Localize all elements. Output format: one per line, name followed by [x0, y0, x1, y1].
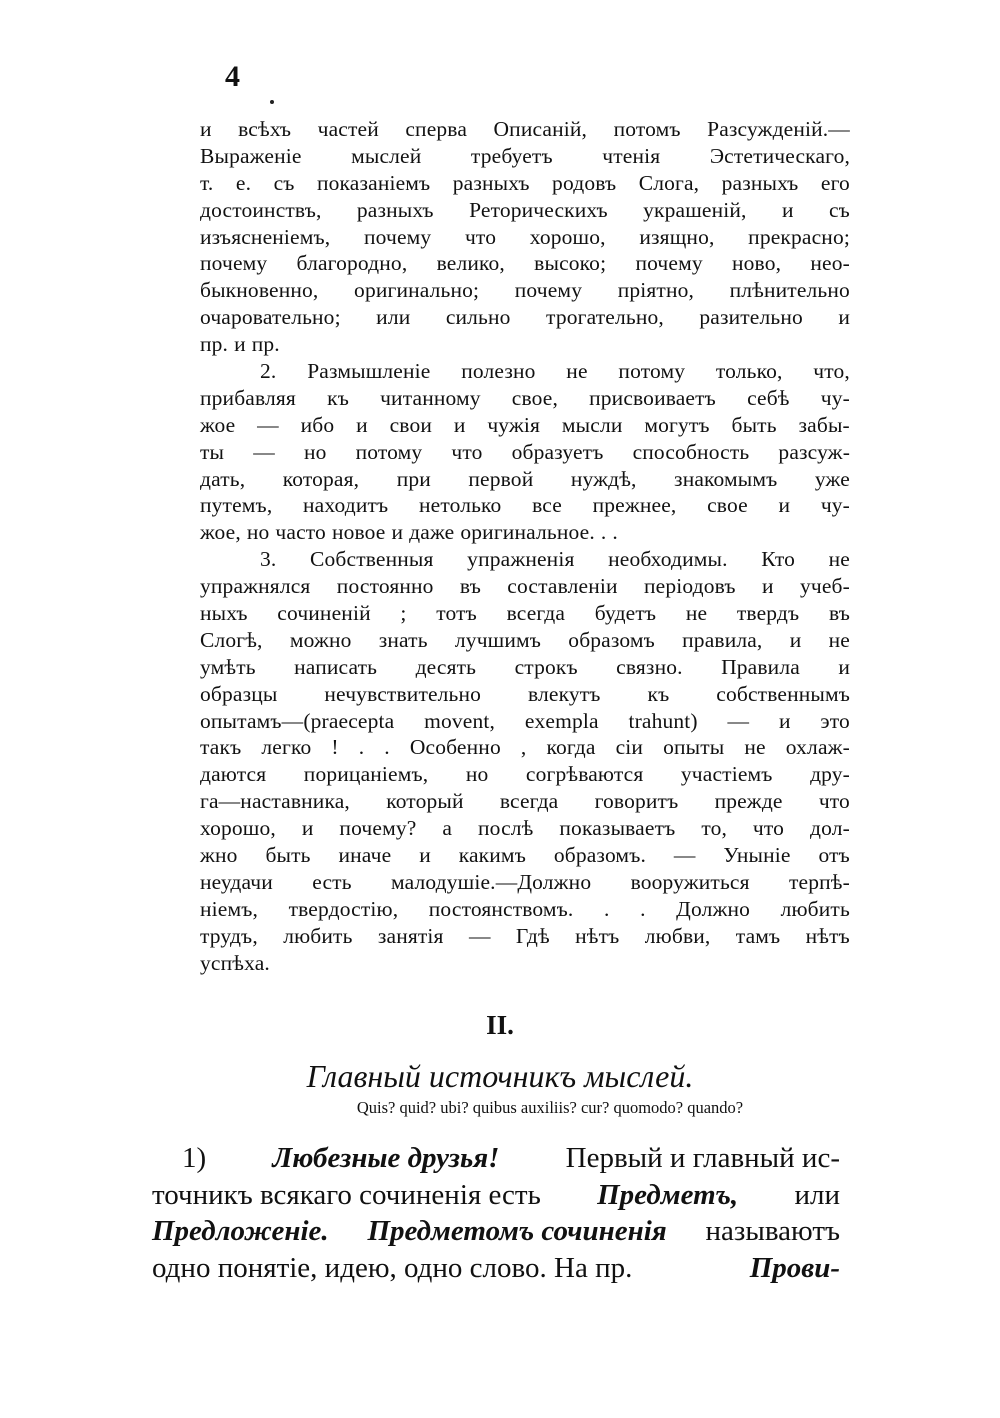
word: достоинствъ, [200, 197, 322, 222]
word: любить [283, 923, 353, 948]
word: такъ [200, 735, 242, 760]
word: — [727, 708, 750, 733]
word: строкъ [514, 654, 578, 679]
word: . [384, 735, 390, 760]
word: постоянно [336, 574, 434, 599]
word: успѣха. [200, 950, 270, 975]
word: лучшимъ [454, 627, 542, 652]
text-line [200, 869, 850, 896]
word: вооружиться [630, 869, 750, 894]
word: дол- [809, 816, 850, 841]
word: малодушіе.—Должно [391, 869, 592, 894]
word: . [358, 735, 365, 760]
section-number: II. [486, 1010, 514, 1040]
word: хорошо, [529, 224, 606, 249]
text-line [200, 546, 850, 573]
word: почему [514, 278, 583, 303]
word: разныхъ [721, 170, 799, 195]
word: какимъ [458, 843, 526, 868]
word: изъясненіемъ, [200, 224, 331, 249]
text-line [200, 815, 850, 842]
word: — [673, 843, 696, 868]
word: полезно [461, 359, 536, 384]
word: ніемъ, [200, 896, 259, 921]
word: знать [378, 627, 428, 652]
word: знакомымъ [674, 466, 778, 491]
text-segment: называютъ [705, 1215, 840, 1247]
word: ; [400, 601, 407, 626]
word: умѣть [200, 654, 256, 679]
word: которая, [282, 466, 360, 491]
print-speck [270, 100, 274, 104]
word: отъ [818, 843, 850, 868]
word: жно [200, 843, 238, 868]
word: влекутъ [527, 681, 601, 706]
word: и [778, 493, 791, 518]
word: свои [389, 412, 433, 437]
word: въ [459, 574, 481, 599]
word: порицаніемъ, [303, 762, 429, 787]
text-line [152, 1140, 840, 1177]
word: movent, [424, 708, 496, 733]
section-opening-text [152, 1140, 840, 1286]
word: быть [265, 843, 311, 868]
word: образомъ. [553, 843, 646, 868]
word: частей [317, 117, 379, 141]
word: сильно [445, 305, 511, 330]
word: Кто [761, 547, 796, 572]
text-segment: Прови- [749, 1251, 840, 1284]
word: Слога, [638, 170, 700, 195]
paragraph-2 [200, 358, 850, 546]
word: жое, [200, 520, 241, 545]
word: говоритъ [594, 789, 679, 814]
word: и [762, 574, 774, 599]
word: только, [715, 359, 783, 384]
word: десять [415, 654, 477, 679]
word: твердъ [736, 601, 800, 626]
page-number: 4 [225, 60, 240, 93]
word: находитъ [303, 493, 389, 518]
word: образцы [200, 681, 278, 706]
text-line [200, 304, 850, 331]
word: правила, [682, 627, 763, 652]
text-segment: одно понятіе, идею, одно слово. На пр. [152, 1251, 633, 1284]
paragraph-3 [200, 546, 850, 976]
word: и [200, 117, 212, 141]
word: присвоиваетъ [589, 385, 716, 410]
word: занятія [377, 923, 444, 948]
word: есть [312, 869, 352, 894]
word: упражненія [467, 547, 575, 572]
word: но [246, 520, 270, 545]
word: ново, [731, 251, 782, 276]
word: всегда [506, 601, 566, 626]
word: терпѣ- [789, 869, 850, 894]
word: забы- [798, 412, 850, 437]
word: не [685, 601, 708, 626]
word: при [396, 466, 431, 491]
text-segment: Предметомъ сочиненія [367, 1215, 667, 1247]
word: сочиненій [277, 601, 371, 626]
text-line [200, 950, 850, 977]
body-text [200, 116, 850, 977]
word: не [744, 735, 766, 760]
word: нечувствительно [324, 681, 482, 706]
word: Гдѣ [515, 923, 550, 948]
word: мысли [561, 412, 623, 437]
word: ! [331, 735, 339, 760]
text-segment: точникъ всякаго сочиненія есть [152, 1178, 541, 1211]
text-line [200, 197, 850, 224]
text-line [200, 250, 850, 277]
word: прибавляя [200, 385, 296, 410]
word: твердостію, [288, 896, 399, 921]
word: Правила [721, 654, 800, 679]
word: велико, [436, 251, 505, 276]
text-line [200, 170, 850, 197]
word: составленіи [507, 574, 618, 599]
word: всѣхъ [238, 117, 292, 141]
word: нетолько [418, 493, 502, 518]
word: почему? [339, 816, 417, 841]
word: и [391, 520, 404, 545]
epigraph: Quis? quid? ubi? quibus auxiliis? cur? quomodo? quando? [356, 1098, 744, 1117]
word: трогательно, [546, 305, 664, 330]
word: чтенія [602, 143, 661, 168]
word: путемъ, [200, 493, 273, 518]
text-line [200, 492, 850, 519]
word: хорошо, [200, 816, 276, 841]
word: га—наставника, [200, 789, 350, 814]
word: — [468, 923, 491, 948]
word: 3. [260, 547, 277, 572]
word: или [376, 305, 411, 330]
word: Должно [676, 896, 751, 921]
word: и [419, 843, 431, 868]
word: способность [632, 439, 750, 464]
word: украшеній, [643, 197, 747, 222]
word: нѣтъ [805, 923, 850, 948]
word: пр. [200, 332, 229, 357]
word: послѣ [477, 816, 534, 841]
word: прекрасно; [748, 224, 850, 249]
text-line [152, 1250, 840, 1287]
word: съ [828, 197, 850, 222]
text-line [200, 788, 850, 815]
word: написать [294, 654, 378, 679]
text-line [200, 519, 850, 546]
text-line [200, 358, 850, 385]
word: , [520, 735, 527, 760]
word: и [453, 412, 466, 437]
word: высоко; [534, 251, 607, 276]
word: собственнымъ [716, 681, 850, 706]
word: плѣнительно [729, 278, 850, 303]
word: нуждѣ, [570, 466, 637, 491]
word: дать, [200, 466, 246, 491]
word: Особенно [409, 735, 501, 760]
word: трудъ, [200, 923, 258, 948]
word: Размышленіе [307, 359, 431, 384]
text-segment: Первый и главный ис- [565, 1142, 840, 1174]
word: но [465, 762, 489, 787]
text-line [200, 224, 850, 251]
word: въ [828, 601, 850, 626]
word: требуетъ [470, 143, 553, 168]
word: что [451, 439, 483, 464]
paragraph-1 [200, 116, 850, 358]
word: . [640, 896, 646, 921]
text-line [200, 627, 850, 654]
word: упражнялся [200, 574, 311, 599]
word: это [820, 708, 850, 733]
word: читанному [380, 385, 481, 410]
word: даже [409, 520, 455, 545]
text-line [200, 708, 850, 735]
word: и [778, 708, 791, 733]
word: Выраженіе [200, 143, 302, 168]
word: разсуж- [778, 439, 850, 464]
word: всегда [499, 789, 559, 814]
word: чу- [820, 493, 850, 518]
word: чужія [487, 412, 541, 437]
text-line [200, 842, 850, 869]
word: т. [200, 170, 214, 195]
word: разныхъ [356, 197, 434, 222]
word: учеб- [799, 574, 850, 599]
word: что [752, 816, 785, 841]
word: связно. [616, 654, 683, 679]
word: . [612, 520, 618, 545]
section-title: Главный источникъ мыслей. [306, 1058, 694, 1094]
word: и [356, 412, 368, 437]
word: благородно, [296, 251, 408, 276]
word: жое [200, 412, 236, 437]
word: даются [200, 762, 267, 787]
word: свое [707, 493, 748, 518]
word: — [257, 412, 279, 437]
word: показаніемъ [316, 170, 431, 195]
word: быкновенно, [200, 278, 319, 303]
word: что, [813, 359, 850, 384]
text-line [200, 896, 850, 923]
word: пріятно, [617, 278, 695, 303]
word: пр. [251, 332, 280, 357]
word: и [838, 305, 850, 330]
word: мыслей [351, 143, 422, 168]
text-line [200, 277, 850, 304]
word: потому [618, 359, 686, 384]
word: то, [701, 816, 727, 841]
word: тамъ [735, 923, 781, 948]
word: опытамъ—(praecepta [200, 708, 395, 733]
word: ныхъ [200, 601, 248, 626]
word: любить [780, 896, 850, 921]
word: часто [275, 520, 326, 545]
word: прежнее, [592, 493, 677, 518]
word: легко [261, 735, 312, 760]
text-line [200, 573, 850, 600]
word: когда [546, 735, 596, 760]
word: . [604, 896, 610, 921]
word: его [820, 170, 850, 195]
word: могутъ [644, 412, 710, 437]
word: не [828, 547, 850, 572]
word: Эстетическаго, [709, 143, 850, 168]
word: охлаж- [785, 735, 850, 760]
word: Реторическихъ [469, 197, 608, 222]
text-line [200, 466, 850, 493]
word: согрѣваются [525, 762, 644, 787]
word: любви, [644, 923, 711, 948]
text-line [200, 331, 850, 358]
word: новое [331, 520, 386, 545]
word: разительно [699, 305, 803, 330]
word: что [464, 224, 497, 249]
word: нѣтъ [575, 923, 620, 948]
word: потомъ [613, 117, 681, 141]
word: Уныніе [723, 843, 791, 868]
word: первой [468, 466, 534, 491]
word: ты [200, 439, 225, 464]
word: иначе [338, 843, 392, 868]
word: тотъ [436, 601, 477, 626]
word: опыты [663, 735, 725, 760]
word: прежде [714, 789, 783, 814]
text-line [200, 385, 850, 412]
text-segment: или [794, 1178, 840, 1211]
word: ибо [300, 412, 335, 437]
word: уже [814, 466, 850, 491]
text-line [200, 681, 850, 708]
word: Собственныя [310, 547, 434, 572]
word: что [818, 789, 850, 814]
word: родовъ [552, 170, 617, 195]
text-segment: Предложеніе. [152, 1215, 329, 1247]
word: почему [363, 224, 432, 249]
word: чу- [820, 385, 850, 410]
word: сіи [615, 735, 644, 760]
text-segment: Предметъ, [597, 1178, 739, 1211]
word: оригинальное. [460, 520, 595, 545]
word: все [532, 493, 562, 518]
word: очаровательно; [200, 305, 341, 330]
word: почему [635, 251, 703, 276]
word: періодовъ [643, 574, 736, 599]
text-line [200, 761, 850, 788]
text-segment: 1) [182, 1142, 207, 1174]
word: будетъ [594, 601, 657, 626]
word: участіемъ [680, 762, 773, 787]
word: exempla [524, 708, 599, 733]
word: trahunt) [628, 708, 698, 733]
word: необходимы. [608, 547, 728, 572]
word: оригинально; [354, 278, 480, 303]
word: почему [200, 251, 268, 276]
word: и [838, 654, 850, 679]
word: . [600, 520, 607, 545]
text-line [200, 654, 850, 681]
word: къ [647, 681, 670, 706]
word: образомъ [568, 627, 655, 652]
word: потому [355, 439, 423, 464]
word: и [301, 816, 314, 841]
word: и [789, 627, 802, 652]
word: не [566, 359, 588, 384]
word: но [303, 439, 327, 464]
word: себѣ [747, 385, 790, 410]
text-line [200, 439, 850, 466]
word: и [781, 197, 794, 222]
word: и [234, 332, 246, 357]
text-line [200, 143, 850, 170]
word: разныхъ [452, 170, 530, 195]
word: а [442, 816, 453, 841]
text-line [200, 923, 850, 950]
text-line [152, 1177, 840, 1214]
text-line [200, 600, 850, 627]
word: Описаній, [493, 117, 588, 141]
text-line [152, 1213, 840, 1250]
word: къ [327, 385, 349, 410]
word: — [253, 439, 275, 464]
word: нео- [810, 251, 850, 276]
word: можно [289, 627, 352, 652]
text-line [200, 116, 850, 143]
word: неудачи [200, 869, 273, 894]
word: свое, [511, 385, 558, 410]
text-line [200, 412, 850, 439]
word: постоянствомъ. [428, 896, 574, 921]
word: съ [273, 170, 295, 195]
word: не [828, 627, 850, 652]
word: быть [731, 412, 777, 437]
text-segment: Любезные друзья! [272, 1142, 500, 1174]
word: изящно, [639, 224, 715, 249]
word: дру- [810, 762, 850, 787]
word: Слогѣ, [200, 627, 263, 652]
word: показываетъ [559, 816, 676, 841]
word: который [386, 789, 464, 814]
word: 2. [260, 359, 277, 384]
text-line [200, 734, 850, 761]
word: образуетъ [511, 439, 604, 464]
word: сперва [405, 117, 468, 141]
word: е. [235, 170, 252, 195]
word: Разсужденій.— [707, 117, 850, 141]
